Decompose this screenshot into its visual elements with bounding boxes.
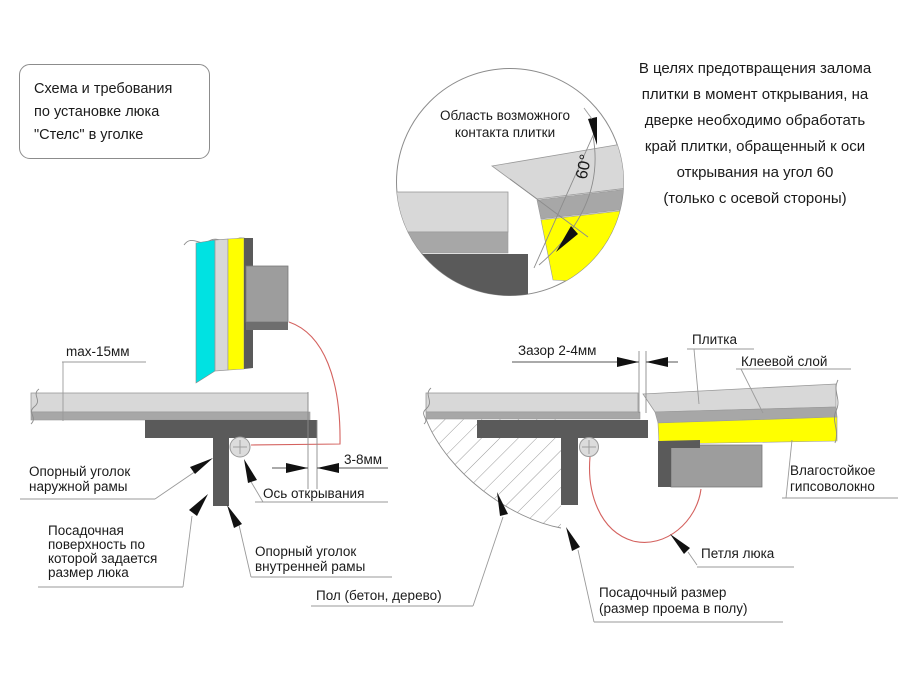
- axis-arrow: [244, 459, 257, 483]
- note-line: край плитки, обращенный к оси: [644, 138, 866, 155]
- floor-glue-slab: [31, 412, 310, 420]
- door-glue-layer: [215, 239, 228, 371]
- fixed-tile-slab: [426, 393, 638, 412]
- seating-arrow: [189, 494, 208, 516]
- floor-leader: [473, 517, 503, 606]
- hinge-leader: [688, 552, 697, 565]
- outer-angle-arrow: [190, 458, 213, 474]
- fixed-glue-slab: [426, 412, 640, 419]
- hinge-arrow: [670, 534, 690, 554]
- door-hinge-block: [246, 266, 288, 322]
- inner-frame-angle-line: внутренней рамы: [255, 559, 366, 574]
- note-line: открывания на угол 60: [676, 164, 834, 181]
- detail-fixed-glue: [388, 232, 508, 253]
- gypsum-fiber-line: гипсоволокно: [790, 479, 875, 494]
- glue-layer-label: Клеевой слой: [741, 354, 828, 369]
- seating-size-line: Посадочный размер: [599, 585, 727, 600]
- dim-arrow-right: [317, 463, 339, 473]
- outer-frame-angle-line: наружной рамы: [29, 479, 128, 494]
- frame-vertical-leg: [213, 438, 229, 506]
- axis-leader: [250, 480, 263, 502]
- seating-size-arrow: [566, 527, 580, 551]
- inner-frame-angle-label: [255, 544, 365, 574]
- gap-arrow-left: [617, 357, 639, 367]
- door-hinge-body: [671, 445, 762, 487]
- dim-arrow-left: [286, 463, 308, 473]
- note-line: дверке необходимо обработать: [644, 112, 866, 129]
- tile-gap-label: Зазор 2-4мм: [518, 343, 597, 358]
- angle-60-label: 60°: [572, 152, 596, 181]
- outer-frame-angle-label: [29, 464, 130, 494]
- door-gypsum-layer: [228, 238, 244, 370]
- outer-frame-angle: [145, 420, 317, 438]
- detail-circle-view: [388, 69, 628, 299]
- opening-axis-label: Ось открывания: [263, 486, 365, 501]
- seating-leader: [183, 516, 192, 587]
- contact-area-label: [417, 107, 593, 141]
- seating-surface-line: размер люка: [48, 565, 129, 580]
- info-box-line: Схема и требования: [34, 81, 173, 97]
- info-box: [19, 64, 210, 159]
- contact-area-line: Область возможного: [439, 108, 571, 123]
- door-hinge-block-shadow: [246, 322, 288, 330]
- gap-arrow-right: [646, 357, 668, 367]
- tile-label: Плитка: [692, 332, 738, 347]
- inner-frame-angle-line: Опорный уголок: [255, 544, 357, 559]
- outer-frame-angle-right: [477, 420, 648, 438]
- gap-3-8-label: 3-8мм: [344, 452, 383, 467]
- note-line: (только с осевой стороны): [663, 190, 847, 207]
- seating-surface-label: [48, 524, 157, 580]
- outer-angle-leader: [155, 471, 196, 499]
- info-box-line: "Стелс" в уголке: [34, 127, 144, 143]
- seating-size-line: (размер проема в полу): [599, 601, 748, 616]
- info-box-line: по установке люка: [34, 104, 160, 120]
- detail-door-gypsum: [541, 210, 628, 284]
- note-text: [612, 56, 898, 212]
- detail-fixed-tile: [388, 192, 508, 232]
- inner-angle-leader: [239, 525, 251, 577]
- contact-area-line: контакта плитки: [454, 125, 556, 140]
- outer-frame-angle-line: Опорный уголок: [29, 464, 131, 479]
- gypsum-fiber-line: Влагостойкое: [790, 463, 876, 478]
- seating-surface-line: Посадочная: [48, 523, 124, 538]
- seating-size-leader: [578, 550, 594, 622]
- frame-vertical-leg-right: [561, 438, 578, 505]
- seating-surface-line: поверхность по: [48, 537, 145, 552]
- seating-size-label: [599, 585, 748, 617]
- floor-label: Пол (бетон, дерево): [316, 588, 442, 603]
- note-line: В целях предотвращения залома: [638, 60, 872, 77]
- seating-surface-line: которой задается: [48, 551, 158, 566]
- door-tile-cyan: [196, 240, 215, 383]
- inner-angle-arrow: [227, 505, 242, 528]
- note-line: плитки в момент открывания, на: [641, 86, 869, 103]
- hinge-label: Петля люка: [701, 546, 775, 561]
- max-thickness-label: max-15мм: [66, 344, 130, 359]
- floor-tile-slab: [31, 393, 308, 412]
- gypsum-fiber-label: [790, 463, 875, 495]
- detail-fixed-frame: [388, 254, 528, 298]
